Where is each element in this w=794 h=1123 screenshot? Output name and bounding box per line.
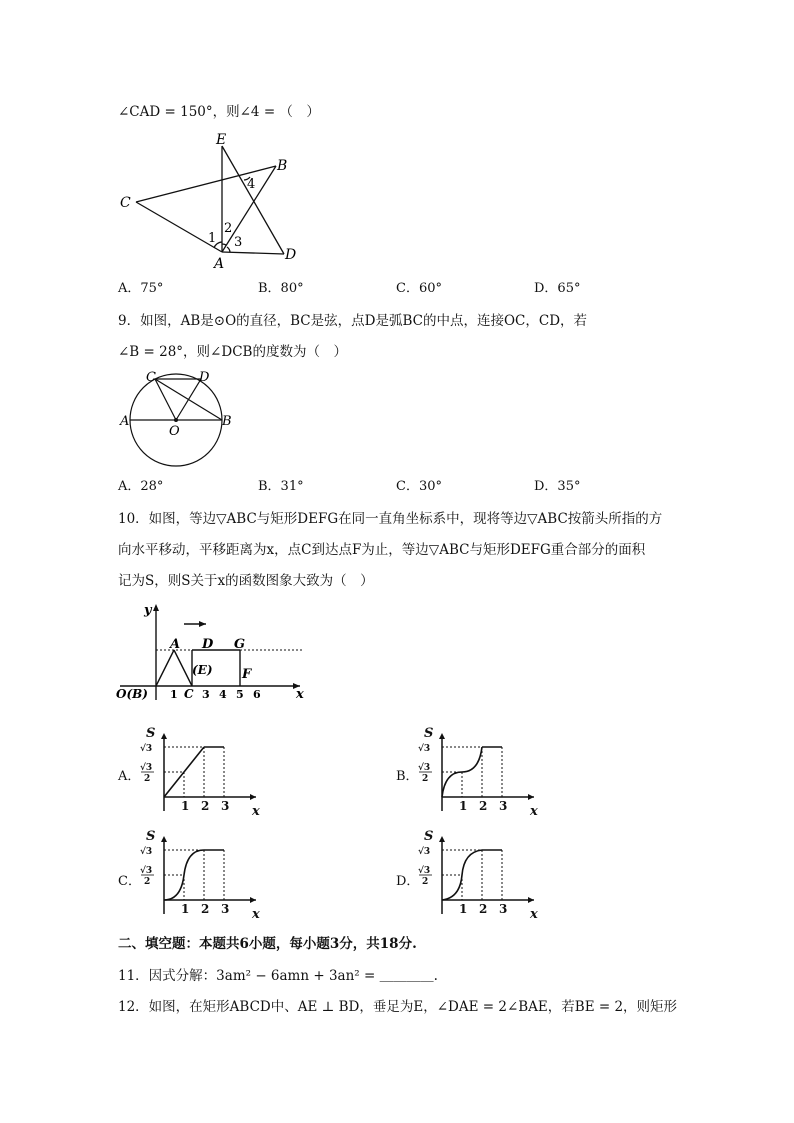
axis-label-s: S bbox=[146, 829, 156, 844]
x-axis-arrow bbox=[250, 897, 256, 903]
tick-1: 1 bbox=[181, 799, 190, 813]
q10-graph-c bbox=[138, 828, 268, 923]
q9-label-B: B bbox=[222, 414, 232, 429]
q8-option-b[interactable]: B．80° bbox=[258, 281, 304, 296]
q10-label-G: G bbox=[234, 637, 246, 652]
tick-3: 3 bbox=[221, 902, 230, 916]
q8-figure bbox=[110, 128, 310, 273]
tick-half-denominator: 2 bbox=[422, 774, 429, 784]
tick-half-numerator: √3 bbox=[418, 763, 431, 773]
axis-label-x: x bbox=[530, 907, 538, 922]
q10-option-c[interactable]: C． bbox=[118, 874, 141, 889]
tick-2: 2 bbox=[201, 902, 210, 916]
q10-axis-x: x bbox=[296, 687, 304, 702]
q10-tick-5: 5 bbox=[236, 688, 244, 701]
q8-angle-1: 1 bbox=[208, 231, 217, 246]
tick-sqrt3: √3 bbox=[140, 847, 153, 857]
tick-1: 1 bbox=[181, 902, 190, 916]
q9-option-a[interactable]: A．28° bbox=[118, 479, 164, 494]
y-axis-arrow bbox=[161, 733, 167, 739]
q10-line-1: 10．如图，等边▽ABC与矩形DEFG在同一直角坐标系中，现将等边▽ABC按箭头所指的方 bbox=[118, 511, 663, 527]
tick-2: 2 bbox=[201, 799, 210, 813]
q10-tick-6: 6 bbox=[253, 688, 261, 701]
y-axis-arrow bbox=[161, 836, 167, 842]
q10-line-3: 记为S，则S关于x的函数图象大致为（ ） bbox=[118, 573, 374, 589]
q10-option-b[interactable]: B． bbox=[396, 769, 419, 784]
q10-option-d[interactable]: D． bbox=[396, 874, 420, 889]
tick-sqrt3: √3 bbox=[140, 744, 153, 754]
tick-1: 1 bbox=[459, 902, 468, 916]
y-axis-arrow bbox=[439, 733, 445, 739]
q12-text: 12．如图，在矩形ABCD中、AE ⊥ BD，垂足为E，∠DAE = 2∠BAE，若BE = 2，则矩形 bbox=[118, 999, 678, 1015]
tick-half-numerator: √3 bbox=[140, 866, 153, 876]
axis-label-s: S bbox=[424, 726, 434, 741]
q10-option-a[interactable]: A． bbox=[118, 769, 141, 784]
tick-2: 2 bbox=[479, 799, 488, 813]
q9-label-O: O bbox=[169, 424, 180, 439]
x-axis-arrow bbox=[250, 794, 256, 800]
q8-label-C: C bbox=[120, 195, 131, 211]
q9-label-D: D bbox=[199, 370, 210, 385]
axis-label-s: S bbox=[146, 726, 156, 741]
q8-label-B: B bbox=[277, 158, 288, 174]
q8-label-A: A bbox=[214, 256, 225, 272]
tick-3: 3 bbox=[499, 799, 508, 813]
q10-label-F: F bbox=[242, 667, 252, 682]
tick-1: 1 bbox=[459, 799, 468, 813]
q9-option-b[interactable]: B．31° bbox=[258, 479, 304, 494]
axis-label-s: S bbox=[424, 829, 434, 844]
q8-option-d[interactable]: D．65° bbox=[534, 281, 581, 296]
axis-label-x: x bbox=[530, 804, 538, 819]
tick-3: 3 bbox=[221, 799, 230, 813]
q9-option-d[interactable]: D．35° bbox=[534, 479, 581, 494]
x-axis-arrow bbox=[528, 897, 534, 903]
q10-figure bbox=[112, 600, 312, 704]
section-title: 二、填空题：本题共6小题，每小题3分，共18分. bbox=[118, 936, 417, 952]
q10-label-A: A bbox=[170, 637, 181, 652]
q9-option-c[interactable]: C．30° bbox=[396, 479, 442, 494]
q8-option-a[interactable]: A．75° bbox=[118, 281, 164, 296]
q10-tick-3: 3 bbox=[202, 688, 210, 701]
y-axis-arrow bbox=[439, 836, 445, 842]
tick-half-denominator: 2 bbox=[144, 774, 151, 784]
q9-label-A: A bbox=[120, 414, 130, 429]
q10-tick-1: 1 bbox=[170, 688, 178, 701]
q10-label-D: D bbox=[202, 637, 214, 652]
x-axis-arrow bbox=[528, 794, 534, 800]
tick-half-denominator: 2 bbox=[422, 877, 429, 887]
tick-sqrt3: √3 bbox=[418, 847, 431, 857]
q8-option-c[interactable]: C．60° bbox=[396, 281, 442, 296]
q8-stem: ∠CAD = 150°，则∠4 = （ ） bbox=[118, 104, 320, 120]
q11-text: 11．因式分解：3am² − 6amn + 3an² = ＿＿＿＿. bbox=[118, 968, 438, 984]
q10-label-C: C bbox=[184, 687, 194, 701]
q10-graph-b bbox=[416, 725, 546, 820]
q9-label-C: C bbox=[146, 370, 156, 385]
q8-angle-3: 3 bbox=[234, 235, 243, 250]
tick-half-denominator: 2 bbox=[144, 877, 151, 887]
q10-line-2: 向水平移动，平移距离为x，点C到达点F为止，等边▽ABC与矩形DEFG重合部分的面积 bbox=[118, 542, 646, 558]
q10-graph-d bbox=[416, 828, 546, 923]
q9-line-2: ∠B = 28°，则∠DCB的度数为（ ） bbox=[118, 344, 347, 360]
tick-sqrt3: √3 bbox=[418, 744, 431, 754]
q8-angle-4: 4 bbox=[247, 177, 256, 192]
q10-graph-a bbox=[138, 725, 268, 820]
tick-half-numerator: √3 bbox=[140, 763, 153, 773]
q10-label-E: (E) bbox=[192, 663, 213, 677]
tick-half-numerator: √3 bbox=[418, 866, 431, 876]
q8-label-D: D bbox=[285, 247, 297, 263]
q10-axis-y: y bbox=[144, 603, 152, 618]
tick-2: 2 bbox=[479, 902, 488, 916]
q9-line-1: 9．如图，AB是⊙O的直径，BC是弦，点D是弧BC的中点，连接OC，CD，若 bbox=[118, 313, 588, 329]
q8-angle-2: 2 bbox=[224, 221, 233, 236]
q8-label-E: E bbox=[216, 132, 227, 148]
axis-label-x: x bbox=[252, 907, 260, 922]
axis-label-x: x bbox=[252, 804, 260, 819]
q10-tick-4: 4 bbox=[219, 688, 227, 701]
q9-figure bbox=[118, 368, 238, 470]
q10-label-O: O(B) bbox=[116, 687, 148, 701]
tick-3: 3 bbox=[499, 902, 508, 916]
